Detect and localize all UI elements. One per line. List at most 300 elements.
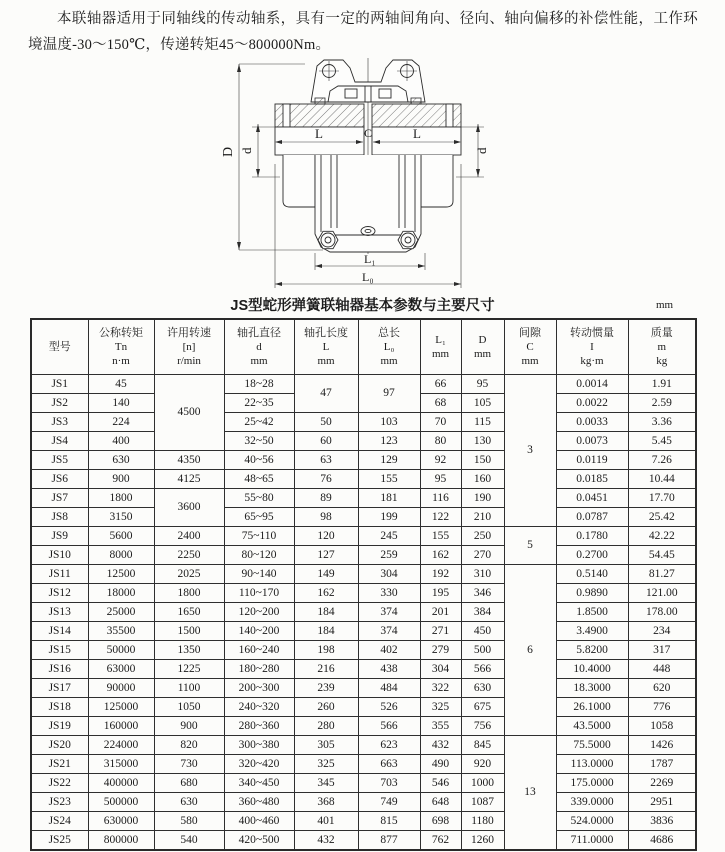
table-cell: 1225 — [154, 660, 224, 679]
table-cell: 0.0451 — [556, 489, 628, 508]
table-row — [31, 774, 696, 793]
table-cell: 245 — [358, 527, 420, 546]
table-cell: 45 — [88, 375, 154, 394]
table-row — [31, 527, 696, 546]
table-cell: 181 — [358, 489, 420, 508]
table-cell: 280~360 — [224, 717, 294, 736]
table-cell: 500 — [461, 641, 504, 660]
table-cell: 360~480 — [224, 793, 294, 812]
table-cell: 90~140 — [224, 565, 294, 584]
table-cell: JS13 — [31, 603, 88, 622]
table-body — [31, 375, 696, 851]
table-cell: 12500 — [88, 565, 154, 584]
table-cell: 3 — [504, 375, 556, 527]
table-cell: 5600 — [88, 527, 154, 546]
table-row — [31, 660, 696, 679]
table-row — [31, 641, 696, 660]
table-cell: 900 — [154, 717, 224, 736]
table-cell: 663 — [358, 755, 420, 774]
table-cell: 54.45 — [628, 546, 696, 565]
table-cell: 402 — [358, 641, 420, 660]
dim-label-D: D — [221, 146, 236, 157]
table-cell: 3600 — [154, 489, 224, 527]
table-cell: 175.0000 — [556, 774, 628, 793]
table-cell: 184 — [294, 622, 358, 641]
table-cell: 0.0033 — [556, 413, 628, 432]
table-cell: 280 — [294, 717, 358, 736]
table-cell: 1.91 — [628, 375, 696, 394]
table-cell: 305 — [294, 736, 358, 755]
table-cell: JS4 — [31, 432, 88, 451]
table-cell: 48~65 — [224, 470, 294, 489]
table-row — [31, 679, 696, 698]
table-cell: 97 — [358, 375, 420, 413]
shaft-right — [421, 155, 453, 207]
table-cell: 5.45 — [628, 432, 696, 451]
table-cell: 448 — [628, 660, 696, 679]
table-cell: 315000 — [88, 755, 154, 774]
table-cell: 13 — [504, 736, 556, 851]
table-cell: 68 — [420, 394, 461, 413]
table-cell: 432 — [294, 831, 358, 851]
table-cell: 8000 — [88, 546, 154, 565]
table-cell: 0.0073 — [556, 432, 628, 451]
table-row — [31, 698, 696, 717]
table-cell: 201 — [420, 603, 461, 622]
table-cell: 5.8200 — [556, 641, 628, 660]
table-cell: JS5 — [31, 451, 88, 470]
table-cell: JS23 — [31, 793, 88, 812]
table-cell: 60 — [294, 432, 358, 451]
table-cell: 566 — [358, 717, 420, 736]
table-row — [31, 584, 696, 603]
table-cell: 105 — [461, 394, 504, 413]
table-cell: 566 — [461, 660, 504, 679]
table-cell: 1100 — [154, 679, 224, 698]
table-cell: 2.59 — [628, 394, 696, 413]
table-cell: 438 — [358, 660, 420, 679]
table-cell: 50000 — [88, 641, 154, 660]
table-cell: 776 — [628, 698, 696, 717]
table-cell: 63000 — [88, 660, 154, 679]
table-cell: 271 — [420, 622, 461, 641]
column-header: 许用转速 [n] r/min — [154, 319, 224, 375]
table-cell: 524.0000 — [556, 812, 628, 831]
table-cell: 3.4900 — [556, 622, 628, 641]
table-cell: 70 — [420, 413, 461, 432]
table-cell: 815 — [358, 812, 420, 831]
table-cell: 50 — [294, 413, 358, 432]
table-cell: 680 — [154, 774, 224, 793]
table-cell: 698 — [420, 812, 461, 831]
table-cell: 630 — [88, 451, 154, 470]
table-cell: 1500 — [154, 622, 224, 641]
table-cell: 0.0119 — [556, 451, 628, 470]
table-cell: JS25 — [31, 831, 88, 851]
table-cell: 140 — [88, 394, 154, 413]
table-cell: 0.9890 — [556, 584, 628, 603]
table-cell: JS3 — [31, 413, 88, 432]
table-cell: 1.8500 — [556, 603, 628, 622]
table-cell: JS10 — [31, 546, 88, 565]
table-cell: 0.0022 — [556, 394, 628, 413]
column-header: L₁ mm — [420, 319, 461, 375]
band-bolt-left — [315, 98, 325, 104]
table-cell: 749 — [358, 793, 420, 812]
table-cell: 730 — [154, 755, 224, 774]
table-row — [31, 603, 696, 622]
table-cell: 121.00 — [628, 584, 696, 603]
table-cell: 2269 — [628, 774, 696, 793]
table-cell: 155 — [420, 527, 461, 546]
header-row — [31, 319, 696, 375]
table-cell: 192 — [420, 565, 461, 584]
table-cell: 113.0000 — [556, 755, 628, 774]
table-cell: 330 — [358, 584, 420, 603]
table-cell: 0.0014 — [556, 375, 628, 394]
table-cell: 484 — [358, 679, 420, 698]
table-cell: 546 — [420, 774, 461, 793]
table-cell: 76 — [294, 470, 358, 489]
table-cell: 162 — [420, 546, 461, 565]
table-cell: 340~450 — [224, 774, 294, 793]
table-cell: 200~300 — [224, 679, 294, 698]
table-cell: 450 — [461, 622, 504, 641]
table-cell: 0.0787 — [556, 508, 628, 527]
table-cell: 820 — [154, 736, 224, 755]
table-row — [31, 413, 696, 432]
table-cell: 66 — [420, 375, 461, 394]
table-cell: 0.0185 — [556, 470, 628, 489]
table-cell: 7.26 — [628, 451, 696, 470]
table-cell: JS15 — [31, 641, 88, 660]
table-cell: 630 — [154, 793, 224, 812]
table-cell: 1787 — [628, 755, 696, 774]
table-cell: 1058 — [628, 717, 696, 736]
dim-label-C: C — [364, 126, 373, 140]
table-cell: 55~80 — [224, 489, 294, 508]
dim-label-d-right: d — [474, 147, 489, 154]
table-cell: 95 — [420, 470, 461, 489]
table-cell: 10.44 — [628, 470, 696, 489]
table-cell: 234 — [628, 622, 696, 641]
table-row — [31, 432, 696, 451]
table-cell: 43.5000 — [556, 717, 628, 736]
table-row — [31, 565, 696, 584]
table-cell: 317 — [628, 641, 696, 660]
table-cell: JS14 — [31, 622, 88, 641]
table-cell: JS8 — [31, 508, 88, 527]
table-cell: 6 — [504, 565, 556, 736]
table-cell: 123 — [358, 432, 420, 451]
table-cell: 250 — [461, 527, 504, 546]
table-cell: 75.5000 — [556, 736, 628, 755]
table-cell: 920 — [461, 755, 504, 774]
table-row — [31, 755, 696, 774]
dim-label-L-left: L — [315, 126, 323, 141]
table-cell: 40~56 — [224, 451, 294, 470]
column-header: D mm — [461, 319, 504, 375]
table-cell: 630000 — [88, 812, 154, 831]
table-cell: 199 — [358, 508, 420, 527]
table-cell: 115 — [461, 413, 504, 432]
table-cell: 2400 — [154, 527, 224, 546]
table-cell: 339.0000 — [556, 793, 628, 812]
table-cell: 401 — [294, 812, 358, 831]
shaft-left — [283, 155, 315, 207]
table-row — [31, 831, 696, 851]
table-cell: 1800 — [154, 584, 224, 603]
table-row — [31, 717, 696, 736]
table-cell: 80~120 — [224, 546, 294, 565]
table-cell: JS9 — [31, 527, 88, 546]
table-cell: 75~110 — [224, 527, 294, 546]
table-row — [31, 812, 696, 831]
table-cell: 703 — [358, 774, 420, 793]
table-cell: 178.00 — [628, 603, 696, 622]
table-cell: 63 — [294, 451, 358, 470]
table-cell: 3150 — [88, 508, 154, 527]
column-header: 轴孔直径 d mm — [224, 319, 294, 375]
table-cell: 630 — [461, 679, 504, 698]
table-cell: 180~280 — [224, 660, 294, 679]
table-cell: 240~320 — [224, 698, 294, 717]
table-cell: 304 — [420, 660, 461, 679]
table-cell: 762 — [420, 831, 461, 851]
table-cell: 2951 — [628, 793, 696, 812]
table-cell: 368 — [294, 793, 358, 812]
table-cell: 160 — [461, 470, 504, 489]
table-cell: 3836 — [628, 812, 696, 831]
table-cell: 17.70 — [628, 489, 696, 508]
table-cell: 711.0000 — [556, 831, 628, 851]
table-cell: 279 — [420, 641, 461, 660]
table-cell: 224 — [88, 413, 154, 432]
table-cell: 116 — [420, 489, 461, 508]
table-cell: 81.27 — [628, 565, 696, 584]
table-row — [31, 793, 696, 812]
table-cell: 526 — [358, 698, 420, 717]
table-cell: 10.4000 — [556, 660, 628, 679]
table-cell: 129 — [358, 451, 420, 470]
table-cell: 198 — [294, 641, 358, 660]
table-cell: 648 — [420, 793, 461, 812]
table-cell: 26.1000 — [556, 698, 628, 717]
table-cell: JS20 — [31, 736, 88, 755]
table-cell: 122 — [420, 508, 461, 527]
table-cell: JS11 — [31, 565, 88, 584]
table-cell: 184 — [294, 603, 358, 622]
table-cell: JS19 — [31, 717, 88, 736]
column-header: 转动惯量 I kg·m — [556, 319, 628, 375]
table-cell: 345 — [294, 774, 358, 793]
table-cell: 400 — [88, 432, 154, 451]
table-cell: 259 — [358, 546, 420, 565]
table-cell: 490 — [420, 755, 461, 774]
table-cell: 89 — [294, 489, 358, 508]
table-cell: 3.36 — [628, 413, 696, 432]
table-cell: 25~42 — [224, 413, 294, 432]
table-cell: 130 — [461, 432, 504, 451]
table-cell: 25.42 — [628, 508, 696, 527]
table-cell: 2250 — [154, 546, 224, 565]
dim-label-L-right: L — [413, 126, 421, 141]
table-cell: JS12 — [31, 584, 88, 603]
table-cell: 320~420 — [224, 755, 294, 774]
table-cell: 47 — [294, 375, 358, 413]
column-header: 公称转矩 Tn n·m — [88, 319, 154, 375]
table-cell: 98 — [294, 508, 358, 527]
table-cell: 400~460 — [224, 812, 294, 831]
table-cell: 1180 — [461, 812, 504, 831]
table-cell: 355 — [420, 717, 461, 736]
table-cell: 239 — [294, 679, 358, 698]
table-row — [31, 489, 696, 508]
table-cell: 210 — [461, 508, 504, 527]
coupling-drawing — [180, 54, 545, 294]
table-cell: JS22 — [31, 774, 88, 793]
table-cell: JS17 — [31, 679, 88, 698]
table-cell: 420~500 — [224, 831, 294, 851]
table-row — [31, 736, 696, 755]
dim-label-L1: L₁ — [364, 252, 376, 266]
table-cell: 150 — [461, 451, 504, 470]
table-cell: JS6 — [31, 470, 88, 489]
table-row — [31, 451, 696, 470]
table-row — [31, 508, 696, 527]
table-cell: 756 — [461, 717, 504, 736]
params-table — [30, 318, 697, 851]
table-cell: 325 — [294, 755, 358, 774]
table-cell: 900 — [88, 470, 154, 489]
table-title: JS型蛇形弹簧联轴器基本参数与主要尺寸 — [230, 298, 495, 314]
table-cell: JS1 — [31, 375, 88, 394]
table-cell: 675 — [461, 698, 504, 717]
table-cell: 195 — [420, 584, 461, 603]
dim-label-L0: L₀ — [362, 270, 374, 284]
table-cell: 140~200 — [224, 622, 294, 641]
table-cell: JS7 — [31, 489, 88, 508]
table-cell: 374 — [358, 603, 420, 622]
table-cell: 92 — [420, 451, 461, 470]
table-cell: 623 — [358, 736, 420, 755]
table-cell: 325 — [420, 698, 461, 717]
table-cell: 384 — [461, 603, 504, 622]
table-cell: 35500 — [88, 622, 154, 641]
table-cell: 224000 — [88, 736, 154, 755]
table-cell: 2025 — [154, 565, 224, 584]
table-cell: 0.1780 — [556, 527, 628, 546]
table-cell: 1050 — [154, 698, 224, 717]
table-cell: 620 — [628, 679, 696, 698]
table-cell: 160~240 — [224, 641, 294, 660]
table-cell: 95 — [461, 375, 504, 394]
table-cell: 1000 — [461, 774, 504, 793]
column-header: 间隙 C mm — [504, 319, 556, 375]
table-cell: 374 — [358, 622, 420, 641]
column-header: 总长 L₀ mm — [358, 319, 420, 375]
table-cell: 500000 — [88, 793, 154, 812]
table-cell: 103 — [358, 413, 420, 432]
table-cell: JS21 — [31, 755, 88, 774]
table-cell: 845 — [461, 736, 504, 755]
table-cell: 80 — [420, 432, 461, 451]
table-cell: JS24 — [31, 812, 88, 831]
table-cell: 65~95 — [224, 508, 294, 527]
table-cell: 432 — [420, 736, 461, 755]
column-header: 型号 — [31, 319, 88, 375]
dim-label-d-left: d — [239, 147, 254, 154]
table-cell: 125000 — [88, 698, 154, 717]
table-cell: 270 — [461, 546, 504, 565]
table-cell: 4350 — [154, 451, 224, 470]
table-cell: 160000 — [88, 717, 154, 736]
table-cell: 800000 — [88, 831, 154, 851]
table-cell: 322 — [420, 679, 461, 698]
table-cell: 190 — [461, 489, 504, 508]
table-cell: 300~380 — [224, 736, 294, 755]
spring-cover — [328, 86, 408, 102]
table-cell: 260 — [294, 698, 358, 717]
table-cell: 149 — [294, 565, 358, 584]
table-cell: 155 — [358, 470, 420, 489]
table-cell: 18000 — [88, 584, 154, 603]
table-cell: JS2 — [31, 394, 88, 413]
table-cell: JS16 — [31, 660, 88, 679]
table-cell: 1650 — [154, 603, 224, 622]
table-cell: 0.2700 — [556, 546, 628, 565]
table-cell: 304 — [358, 565, 420, 584]
table-row — [31, 546, 696, 565]
table-cell: 162 — [294, 584, 358, 603]
table-unit-label: mm — [656, 299, 674, 311]
table-cell: 216 — [294, 660, 358, 679]
table-cell: 580 — [154, 812, 224, 831]
table-row — [31, 622, 696, 641]
table-cell: 0.5140 — [556, 565, 628, 584]
table-cell: 877 — [358, 831, 420, 851]
table-row — [31, 375, 696, 394]
table-cell: 127 — [294, 546, 358, 565]
column-header: 轴孔长度 L mm — [294, 319, 358, 375]
table-cell: 110~170 — [224, 584, 294, 603]
table-cell: 310 — [461, 565, 504, 584]
table-cell: 4686 — [628, 831, 696, 851]
table-cell: JS18 — [31, 698, 88, 717]
table-cell: 22~35 — [224, 394, 294, 413]
table-cell: 120~200 — [224, 603, 294, 622]
band-bolt-right — [411, 98, 421, 104]
table-cell: 540 — [154, 831, 224, 851]
table-cell: 4500 — [154, 375, 224, 451]
table-cell: 90000 — [88, 679, 154, 698]
table-cell: 346 — [461, 584, 504, 603]
table-cell: 32~50 — [224, 432, 294, 451]
table-cell: 5 — [504, 527, 556, 565]
table-cell: 120 — [294, 527, 358, 546]
table-row — [31, 470, 696, 489]
table-cell: 1350 — [154, 641, 224, 660]
table-cell: 4125 — [154, 470, 224, 489]
table-cell: 18.3000 — [556, 679, 628, 698]
intro-paragraph: 本联轴器适用于同轴线的传动轴系，具有一定的两轴间角向、径向、轴向偏移的补偿性能，工作环境温度-30～150℃，传递转矩45～800000Nm。 — [28, 11, 698, 53]
table-cell: 1800 — [88, 489, 154, 508]
table-cell: 1260 — [461, 831, 504, 851]
table-cell: 18~28 — [224, 375, 294, 394]
table-cell: 42.22 — [628, 527, 696, 546]
table-cell: 1087 — [461, 793, 504, 812]
table-cell: 25000 — [88, 603, 154, 622]
